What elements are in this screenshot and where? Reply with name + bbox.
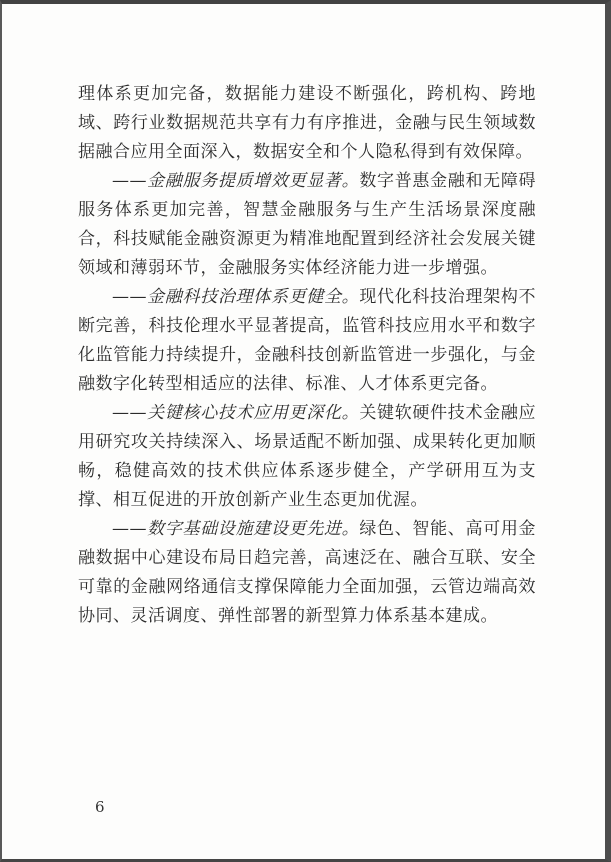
paragraph-fintech-governance [78,283,536,399]
paragraph-lead: ——数字基础设施建设更先进。 [112,519,360,539]
paragraph-lead: ——金融科技治理体系更健全。 [112,287,360,307]
paragraph-text: 绿色、智能、高可用金融数据中心建设布局日趋完善，高速泛在、融合互联、安全可靠的金融网络通信支撑保障能力全面加强，云管边端高效协同、灵活调度、弹性部署的新型算力体系基本建成。 [78,519,537,626]
paragraph-lead: ——金融服务提质增效更显著。 [112,171,360,191]
paragraph-text: 数字普惠金融和无障碍服务体系更加完善，智慧金融服务与生产生活场景深度融合，科技赋能金融资源更为精准地配置到经济社会发展关键领域和薄弱环节，金融服务实体经济能力进一步增强。 [78,171,537,278]
paragraph-core-technology [78,399,536,515]
paragraph-text: 理体系更加完备，数据能力建设不断强化，跨机构、跨地域、跨行业数据规范共享有力有序推进，金融与民生领域数据融合应用全面深入，数据安全和个人隐私得到有效保障。 [78,84,536,162]
paragraph-financial-services [78,167,536,283]
paragraph-text: 现代化科技治理架构不断完善，科技伦理水平显著提高，监管科技应用水平和数字化监管能力持续提升，金融科技创新监管进一步强化，与金融数字化转型相适应的法律、标准、人才体系更完备。 [78,287,537,394]
document-body [78,80,536,631]
paragraph-lead: ——关键核心技术应用更深化。 [112,403,360,423]
paragraph-continuation [78,80,536,167]
paragraph-digital-infrastructure [78,515,536,631]
page-number: 6 [95,798,105,816]
paragraph-text: 关键软硬件技术金融应用研究攻关持续深入、场景适配不断加强、成果转化更加顺畅，稳健高效的技术供应体系逐步健全，产学研用互为支撑、相互促进的开放创新产业生态更加优渥。 [78,403,537,510]
